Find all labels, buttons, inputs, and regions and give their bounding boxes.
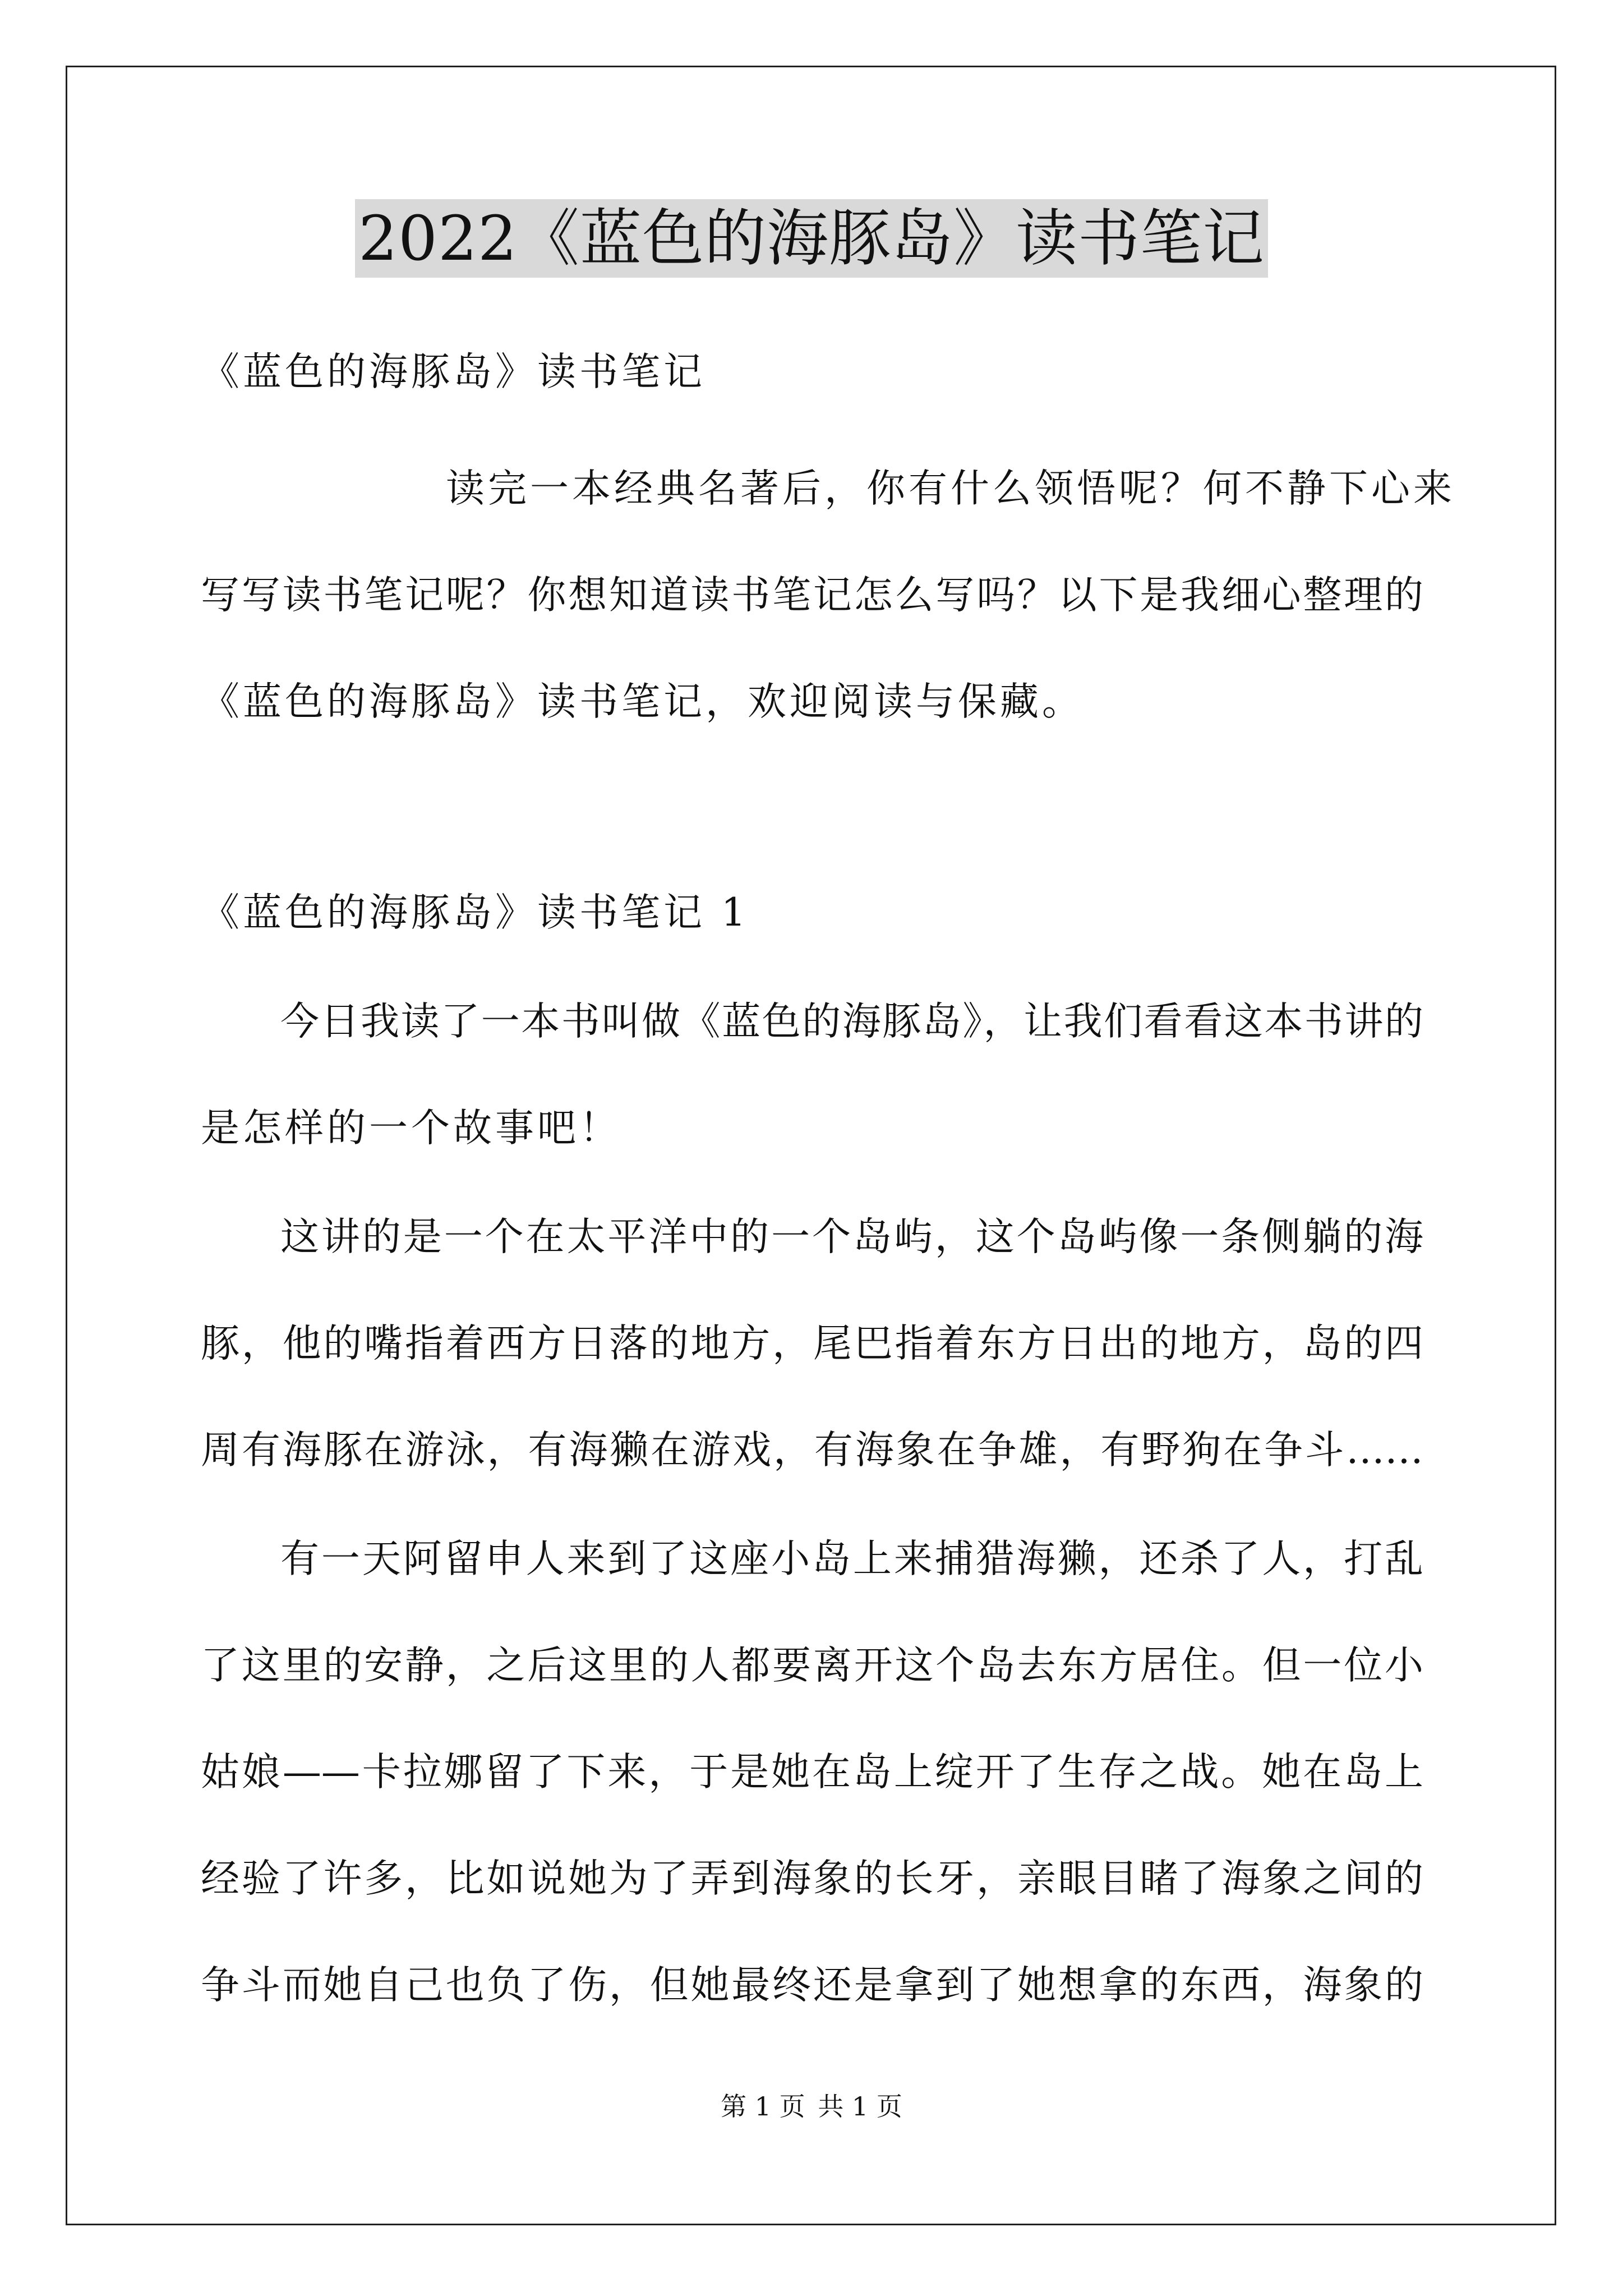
page-number: 第 1 页 — [721, 2091, 805, 2122]
body-line-5: 周有海豚在游泳，有海獭在游戏，有海象在争雄，有野狗在争斗…… — [201, 1428, 1423, 1473]
body-line-9: 经验了许多，比如说她为了弄到海象的长牙，亲眼目睹了海象之间的 — [201, 1856, 1423, 1901]
intro-line-2: 写写读书笔记呢？你想知道读书笔记怎么写吗？以下是我细心整理的 — [201, 573, 1423, 618]
body-line-8: 姑娘——卡拉娜留了下来，于是她在岛上绽开了生存之战。她在岛上 — [201, 1750, 1423, 1795]
section-heading: 《蓝色的海豚岛》读书笔记 1 — [201, 890, 749, 935]
intro-line-3: 《蓝色的海豚岛》读书笔记，欢迎阅读与保藏。 — [201, 679, 1084, 724]
title-container — [0, 199, 1623, 278]
intro-line-1: 读完一本经典名著后，你有什么领悟呢？何不静下心来 — [446, 466, 1455, 511]
body-line-3: 这讲的是一个在太平洋中的一个岛屿，这个岛屿像一条侧躺的海 — [280, 1214, 1423, 1259]
body-line-1: 今日我读了一本书叫做《蓝色的海豚岛》，让我们看看这本书讲的 — [280, 999, 1423, 1044]
body-line-2: 是怎样的一个故事吧！ — [201, 1106, 621, 1151]
page-total: 共 1 页 — [818, 2091, 902, 2122]
body-line-4: 豚，他的嘴指着西方日落的地方，尾巴指着东方日出的地方，岛的四 — [201, 1321, 1423, 1366]
body-line-6: 有一天阿留申人来到了这座小岛上来捕猎海獭，还杀了人，打乱 — [280, 1536, 1423, 1581]
body-line-7: 了这里的安静，之后这里的人都要离开这个岛去东方居住。但一位小 — [201, 1643, 1423, 1688]
document-heading: 《蓝色的海豚岛》读书笔记 — [201, 349, 706, 394]
document-title: 2022《蓝色的海豚岛》读书笔记 — [355, 199, 1268, 278]
page-footer — [0, 2090, 1623, 2123]
body-line-10: 争斗而她自己也负了伤，但她最终还是拿到了她想拿的东西，海象的 — [201, 1963, 1423, 2008]
